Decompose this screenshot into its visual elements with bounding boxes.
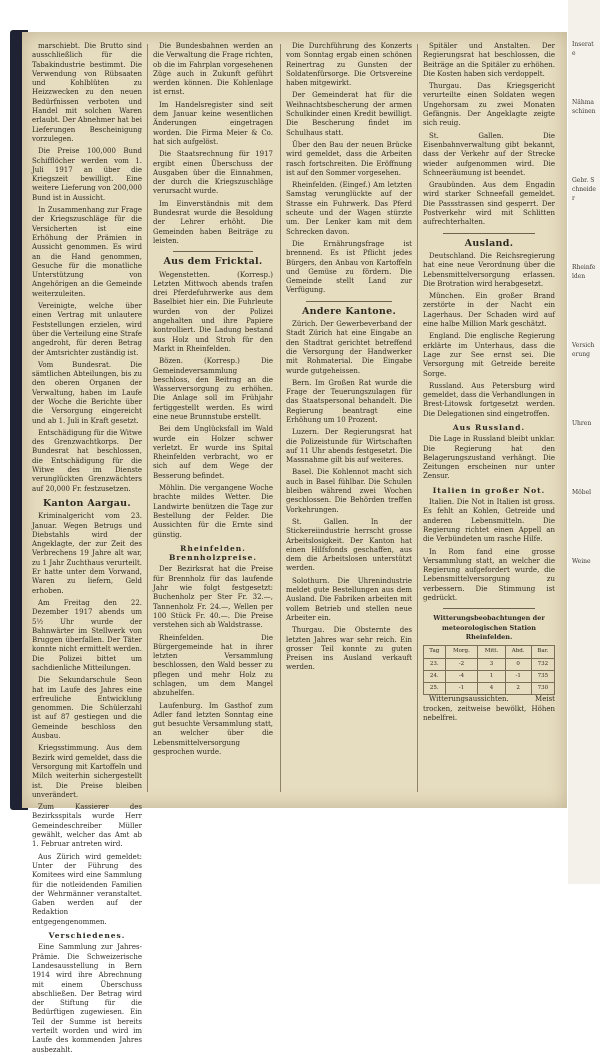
article-paragraph: In Rom fand eine grosse Versammlung statt, an welcher die Regierung aufgefordert wurde, die Lebensmittelversorgung zu verbessern. Die Stimmung ist gedrückt. (423, 547, 555, 603)
weather-table-cell: 23. (424, 658, 446, 670)
article-paragraph: Der Gemeinderat hat für die Weihnachtsbescherung der armen Schulkinder einen Kredit bewilligt. Die Bescherung findet im Schulhaus statt. (286, 91, 412, 137)
article-paragraph: Über den Bau der neuen Brücke wird gemeldet, dass die Arbeiten rasch fortschreiten. Die Eröffnung ist auf den Sommer vorgesehen. (286, 140, 412, 177)
column-rule (280, 44, 281, 792)
section-heading-italien: Italien in großer Not. (432, 485, 546, 495)
weather-table-cell: 735 (531, 670, 554, 682)
article-paragraph: Die Staatsrechnung für 1917 ergibt einen Überschuss der Ausgaben über die Einnahmen, der durch die Kriegszuschläge verursacht wurde. (153, 150, 273, 196)
article-paragraph: Thurgau. Die Obsternte des letzten Jahres war sehr reich. Ein grosser Teil konnte zu guten Preisen ins Ausland verkauft werden. (286, 626, 412, 672)
column-3 (286, 42, 412, 794)
article-paragraph: In Zusammenhang zur Frage der Kriegszuschläge für die Versicherten ist eine Erhöhung der Prämien in Aussicht genommen. Es wird an die Hand genommen, Gesuche für die monatliche Unterstützung von Angehörigen an die Gemeinde weiterzuleiten. (32, 206, 142, 298)
article-paragraph: Italien. Die Not in Italien ist gross. Es fehlt an Kohlen, Getreide und anderen Lebensmitteln. Die Regierung richtet einen Appell an die Verbündeten um rasche Hilfe. (423, 498, 555, 544)
article-paragraph: München. Ein großer Brand zerstörte in der Nacht ein Lagerhaus. Der Schaden wird auf eine halbe Million Mark geschätzt. (423, 292, 555, 329)
weather-table-cell: -1 (505, 670, 531, 682)
weather-table-cell: 3 (478, 658, 505, 670)
weather-table-cell: 732 (531, 658, 554, 670)
column-2 (153, 42, 273, 794)
weather-table-header-cell: Mitt. (478, 646, 505, 658)
divider (173, 251, 253, 252)
article-paragraph: Kriegsstimmung. Aus dem Bezirk wird gemeldet, dass die Versorgung mit Kartoffeln und Milch weiterhin sichergestellt ist. Die Preise bleiben unverändert. (32, 744, 142, 799)
article-paragraph: Die Lage in Russland bleibt unklar. Die Regierung hat den Belagerungszustand verhängt. Die Zeitungen erscheinen nur unter Zensur. (423, 435, 555, 481)
ad-snippet: Nähmaschinen (572, 99, 596, 115)
article-paragraph: Im Einverständnis mit dem Bundesrat wurde die Besoldung der Lehrer erhöht. Die Gemeinden haben Beiträge zu leisten. (153, 199, 273, 245)
article-paragraph: Rheinfelden. Die Bürgergemeinde hat in ihrer letzten Versammlung beschlossen, den Wald besser zu pflegen und mehr Holz zu schlagen, um dem Mangel abzuhelfen. (153, 633, 273, 698)
ad-snippet: Rheinfelden (572, 264, 596, 280)
article-paragraph: Vom Bundesrat. Die sämtlichen Abteilungen, bis zu den oberen Organen der Verwaltung, haben im Laufe der Woche die Berichte über die Versorgung eingereicht und ab 1. Juli in Kraft gesetzt. (32, 360, 142, 425)
weather-table-cell: -2 (445, 658, 478, 670)
article-paragraph: Russland. Aus Petersburg wird gemeldet, dass die Verhandlungen in Brest-Litowsk fortgesetzt werden. Die Delegationen sind eingetroffen. (423, 381, 555, 418)
weather-table-header-cell: Bar. (531, 646, 554, 658)
article-paragraph: Im Handelsregister sind seit dem Januar keine wesentlichen Änderungen eingetragen worden. Die Firma Meier & Co. hat sich aufgelöst. (153, 100, 273, 146)
article-paragraph: marschiebt. Die Brutto sind ausschließlich für die Tabakindustrie bestimmt. Die Verwendung von Rübsaaten und Kohlblüten zu Heizzwecken zu den neuen Bedürfnissen verboten und Handel mit solchen Waren erlaubt. Der Abnehmer hat bei Lieferungen Bescheinigung vorzulegen. (32, 42, 142, 143)
article-paragraph: Thurgau. Das Kriegsgericht verurteilte einen Soldaten wegen Ungehorsam zu zwei Monaten Gefängnis. Der Angeklagte zeigte sich reuig. (423, 82, 555, 128)
article-paragraph: Entschädigung für die Witwe des Grenzwachtkorps. Der Bundesrat hat beschlossen, die Entschädigung für die Witwe des im Dienste verunglückten Grenzwächters auf 20,000 Fr. festzusetzen. (32, 428, 142, 493)
article-paragraph: Die Sekundarschule Seon hat im Laufe des Jahres eine erfreuliche Entwicklung genommen. Die Schülerzahl ist auf 87 gestiegen und die Gemeinde beschloss den Ausbau. (32, 676, 142, 741)
weather-table-cell: 4 (478, 683, 505, 695)
weather-footer: Witterungsaussichten. Meist trocken, zeitweise bewölkt, Höhen nebelfrei. (423, 695, 555, 722)
article-paragraph: Zürich. Der Gewerbeverband der Stadt Zürich hat eine Eingabe an den Stadtrat gerichtet betreffend die Versorgung der Handwerker mit Rohmaterial. Die Eingabe wurde gutgeheissen. (286, 320, 412, 375)
article-paragraph: Kriminalgericht vom 23. Januar. Wegen Betrugs und Diebstahls wird der Angeklagte, der zur Zeit des Verbrechens 19 Jahre alt war, zu 1 Jahr Zuchthaus verurteilt. Er hatte unter dem Vorwand, Waren zu liefern, Geld erhoben. (32, 512, 142, 595)
article-paragraph: Möhlin. Die vergangene Woche brachte mildes Wetter. Die Landwirte benützen die Tage zur Bestellung der Felder. Die Aussichten für die Ernte sind günstig. (153, 484, 273, 539)
weather-table-header-cell: Abd. (505, 646, 531, 658)
section-heading-andere-kantone: Andere Kantone. (301, 305, 397, 317)
article-paragraph: Wegenstetten. (Korresp.) Letzten Mittwoch abends trafen drei Pferdefuhrwerke aus dem Baselbiet hier ein. Die Fuhrleute wurden von der Polizei angehalten und ihre Papiere kontrolliert. Die Ladung bestand aus Holz und Stroh für den Markt in Rheinfelden. (153, 270, 273, 353)
column-1 (32, 42, 142, 1054)
weather-table-header-cell: Tag (424, 646, 446, 658)
ad-snippet: Weine (572, 558, 591, 565)
weather-table-cell: 730 (531, 683, 554, 695)
weather-table-cell: -1 (445, 683, 478, 695)
weather-table-row (424, 683, 555, 695)
article-paragraph: Die Durchführung des Konzerts vom Sonntag ergab einen schönen Reinertrag zu Gunsten der Soldatenfürsorge. Die Ortsvereine haben mitgewirkt. (286, 42, 412, 88)
column-4 (423, 42, 555, 794)
article-paragraph: Eine Sammlung zur Jahres-Prämie. Die Schweizerische Landesausstellung in Bern 1914 wird ihre Abrechnung mit einem Überschuss abschließen. Der Betrag wird der Stiftung für die Bedürftigen zugewiesen. Ein Teil der Summe ist bereits verteilt worden und wird im Laufe des kommenden Jahres ausbezahlt. (32, 943, 142, 1054)
article-paragraph: Vereinigte, welche über einen Vertrag mit unlautere Feststellungen erzielen, wird über die Verteilung eine Strafe angedroht, für deren Betrag der Amtsrichter zuständig ist. (32, 302, 142, 357)
section-heading-russland: Aus Russland. (452, 422, 526, 432)
article-paragraph: St. Gallen. Die Eisenbahnverwaltung gibt bekannt, dass der Verkehr auf der Strecke wieder aufgenommen wird. Die Schneeräumung ist beendet. (423, 131, 555, 177)
article-paragraph: Deutschland. Die Reichsregierung hat eine neue Verordnung über die Lebensmittelversorgung erlassen. Die Brotration wird herabgesetzt. (423, 251, 555, 288)
newspaper-page (22, 32, 567, 1054)
article-paragraph: Laufenburg. Im Gasthof zum Adler fand letzten Sonntag eine gut besuchte Versammlung statt, an welcher über die Lebensmittelversorgung gesprochen wurde. (153, 701, 273, 757)
article-paragraph: Bei dem Unglücksfall im Wald wurde ein Holzer schwer verletzt. Er wurde ins Spital Rheinfelden verbracht, wo er sich auf dem Wege der Besserung befindet. (153, 425, 273, 480)
column-rule (147, 44, 148, 792)
article-paragraph: Rheinfelden. (Eingef.) Am letzten Samstag verunglückte auf der Strasse ein Fuhrwerk. Das Pferd scheute und der Wagen stürzte um. Der Lenker kam mit dem Schrecken davon. (286, 181, 412, 236)
divider (443, 608, 535, 609)
article-paragraph: Solothurn. Die Uhrenindustrie meldet gute Bestellungen aus dem Ausland. Die Fabriken arbeiten mit vollem Betrieb und stellen neue Arbeiter ein. (286, 576, 412, 622)
ad-snippet: Versicherung (572, 342, 595, 358)
weather-table (423, 645, 555, 695)
divider (443, 233, 535, 234)
article-paragraph: Die Bundesbahnen werden an die Verwaltung die Frage richten, ob die im Fahrplan vorgesehenen Züge auch in Zukunft geführt werden können. Die Kohlenlage ist ernst. (153, 42, 273, 97)
article-paragraph: Bözen. (Korresp.) Die Gemeindeversammlung beschloss, den Beitrag an die Wasserversorgung zu erhöhen. Die Anlage soll im Frühjahr fertiggestellt werden. Es wird eine neue Brunnstube erstellt. (153, 357, 273, 421)
column-rule (417, 44, 418, 792)
section-heading-rheinfelden: Rheinfelden. Brennholzpreise. (169, 543, 257, 563)
weather-table-title: Witterungsbeobachtungen der meteorologischen Station Rheinfelden. (433, 614, 545, 641)
weather-table-cell: 1 (478, 670, 505, 682)
article-paragraph: Bern. Im Großen Rat wurde die Frage der Teuerungszulagen für das Staatspersonal behandelt. Die Regierung beantragt eine Erhöhung um 10 Prozent. (286, 378, 412, 424)
article-paragraph: Spitäler und Anstalten. Der Regierungsrat hat beschlossen, die Beiträge an die Spitäler zu erhöhen. Die Kosten haben sich verdoppelt. (423, 42, 555, 78)
article-paragraph: Am Freitag den 22. Dezember 1917 abends um 5½ Uhr wurde der Bahnwärter im Stellwerk von Bruggen überfallen. Der Täter konnte nicht ermittelt werden. Die Polizei bittet um sachdienliche Mitteilungen. (32, 598, 142, 672)
weather-table-cell: 25. (424, 683, 446, 695)
divider (306, 301, 392, 302)
article-paragraph: Der Bezirksrat hat die Preise für Brennholz für das laufende Jahr wie folgt festgesetzt: Buchenholz per Ster Fr. 32.—, Tannenholz Fr. 24.—, Wellen per 100 Stück Fr. 40.—. Die Preise verstehen sich ab Waldstrasse. (153, 565, 273, 630)
weather-table-row (424, 658, 555, 670)
section-heading-fricktal: Aus dem Fricktal. (163, 256, 263, 268)
article-paragraph: Graubünden. Aus dem Engadin wird starker Schneefall gemeldet. Die Passstrassen sind gesperrt. Der Postverkehr wird mit Schlitten aufrechterhalten. (423, 181, 555, 227)
adjacent-page (568, 0, 600, 884)
weather-table-cell: 0 (505, 658, 531, 670)
ad-snippet: Möbel (572, 489, 592, 496)
section-heading-kanton-aargau: Kanton Aargau. (42, 497, 131, 509)
weather-table-cell: 24. (424, 670, 446, 682)
ad-snippet: Gebr. Schneider (572, 177, 596, 202)
weather-table-cell: -4 (445, 670, 478, 682)
article-paragraph: Aus Zürich wird gemeldet: Unter der Führung des Komitees wird eine Sammlung für die notleidenden Familien der Wehrmänner veranstaltet. Gaben werden auf der Redaktion entgegengenommen. (32, 852, 142, 926)
weather-table-cell: 2 (505, 683, 531, 695)
article-paragraph: Die Ernährungsfrage ist brennend. Es ist Pflicht jedes Bürgers, den Anbau von Kartoffeln und Gemüse zu fördern. Die Gemeinde stellt Land zur Verfügung. (286, 239, 412, 295)
article-paragraph: Luzern. Der Regierungsrat hat die Polizeistunde für Wirtschaften auf 11 Uhr abends festgesetzt. Die Massnahme gilt bis auf weiteres. (286, 428, 412, 465)
article-paragraph: Die Preise 100,000 Bund Schifflöcher werden vom 1. Juli 1917 an über die Kriegszeit bewilligt. Eine weitere Lieferung von 200,000 Bund ist in Aussicht. (32, 147, 142, 202)
article-paragraph: St. Gallen. In der Stickereiindustrie herrscht grosse Arbeitslosigkeit. Der Kanton hat einen Hilfsfonds geschaffen, aus dem die Arbeitslosen unterstützt werden. (286, 517, 412, 573)
weather-table-header-row (424, 646, 555, 658)
ad-snippet: Inserate (572, 41, 594, 57)
article-paragraph: Basel. Die Kohlennot macht sich auch in Basel fühlbar. Die Schulen bleiben während zwei Wochen geschlossen. Die Behörden treffen Vorkehrungen. (286, 468, 412, 514)
weather-table-header-cell: Morg. (445, 646, 478, 658)
section-heading-ausland: Ausland. (464, 237, 514, 249)
weather-table-row (424, 670, 555, 682)
ad-snippet: Uhren (572, 420, 592, 427)
article-paragraph: England. Die englische Regierung erklärte im Unterhaus, dass die Lage zur See ernst sei. Die Versorgung mit Getreide bereite Sorge. (423, 332, 555, 378)
adjacent-page-text (572, 40, 596, 566)
section-heading-verschiedenes: Verschiedenes. (48, 931, 126, 941)
article-paragraph: Zum Kassierer des Bezirksspitals wurde Herr Gemeindeschreiber Müller gewählt, welcher das Amt ab 1. Februar antreten wird. (32, 803, 142, 849)
